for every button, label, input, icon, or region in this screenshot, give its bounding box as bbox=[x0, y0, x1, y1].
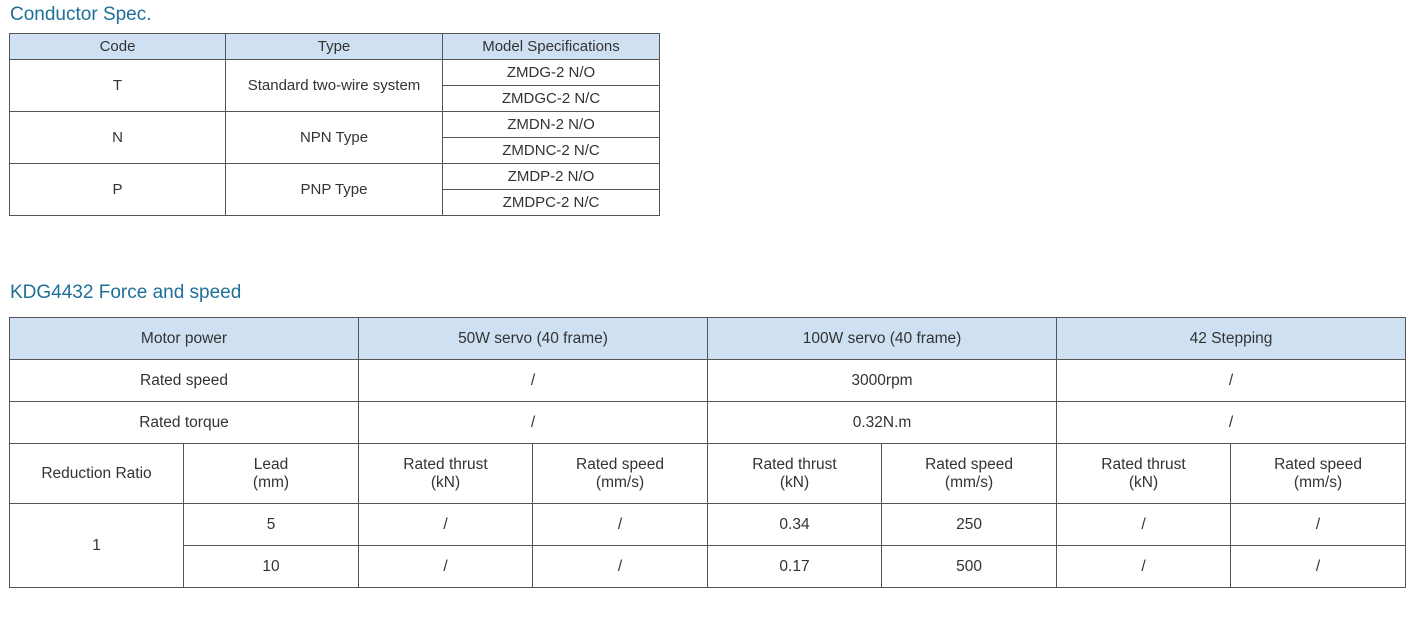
model-cell: ZMDP-2 N/O bbox=[443, 164, 660, 190]
value-cell: / bbox=[533, 546, 708, 588]
header-code: Code bbox=[10, 34, 226, 60]
rated-torque-row bbox=[10, 402, 1406, 444]
value-cell: 500 bbox=[882, 546, 1057, 588]
reduction-ratio-value: 1 bbox=[10, 504, 184, 588]
force-speed-title: KDG4432 Force and speed bbox=[10, 282, 242, 303]
rated-speed-label: Rated speed bbox=[10, 360, 359, 402]
motor-50w: 50W servo (40 frame) bbox=[359, 318, 708, 360]
model-cell: ZMDPC-2 N/C bbox=[443, 190, 660, 216]
value-cell: 0.34 bbox=[708, 504, 882, 546]
rated-torque-value: / bbox=[1057, 402, 1406, 444]
rated-thrust-label: Rated thrust (kN) bbox=[359, 444, 533, 504]
model-cell: ZMDGC-2 N/C bbox=[443, 86, 660, 112]
type-cell: PNP Type bbox=[226, 164, 443, 216]
rated-torque-value: 0.32N.m bbox=[708, 402, 1057, 444]
lead-label: Lead (mm) bbox=[184, 444, 359, 504]
motor-power-row bbox=[10, 318, 1406, 360]
table-row bbox=[10, 112, 660, 138]
code-cell: T bbox=[10, 60, 226, 112]
value-cell: / bbox=[1057, 504, 1231, 546]
rated-speed-value: / bbox=[1057, 360, 1406, 402]
rated-speed-mm-label: Rated speed (mm/s) bbox=[533, 444, 708, 504]
type-cell: Standard two-wire system bbox=[226, 60, 443, 112]
value-cell: / bbox=[1231, 504, 1406, 546]
type-cell: NPN Type bbox=[226, 112, 443, 164]
header-model-specifications: Model Specifications bbox=[443, 34, 660, 60]
conductor-spec-title: Conductor Spec. bbox=[10, 4, 152, 25]
table-header-row bbox=[10, 34, 660, 60]
rated-thrust-label: Rated thrust (kN) bbox=[1057, 444, 1231, 504]
lead-value: 5 bbox=[184, 504, 359, 546]
model-cell: ZMDNC-2 N/C bbox=[443, 138, 660, 164]
value-cell: / bbox=[1057, 546, 1231, 588]
rated-speed-value: 3000rpm bbox=[708, 360, 1057, 402]
table-row bbox=[10, 546, 1406, 588]
value-cell: / bbox=[359, 504, 533, 546]
lead-value: 10 bbox=[184, 546, 359, 588]
table-row bbox=[10, 164, 660, 190]
motor-100w: 100W servo (40 frame) bbox=[708, 318, 1057, 360]
reduction-ratio-label: Reduction Ratio bbox=[10, 444, 184, 504]
value-cell: / bbox=[1231, 546, 1406, 588]
value-cell: 0.17 bbox=[708, 546, 882, 588]
table-row bbox=[10, 60, 660, 86]
value-cell: 250 bbox=[882, 504, 1057, 546]
value-cell: / bbox=[359, 546, 533, 588]
motor-42-stepping: 42 Stepping bbox=[1057, 318, 1406, 360]
rated-speed-value: / bbox=[359, 360, 708, 402]
code-cell: N bbox=[10, 112, 226, 164]
value-cell: / bbox=[533, 504, 708, 546]
rated-speed-mm-label: Rated speed (mm/s) bbox=[882, 444, 1057, 504]
subheader-row bbox=[10, 444, 1406, 504]
table-row bbox=[10, 504, 1406, 546]
code-cell: P bbox=[10, 164, 226, 216]
model-cell: ZMDG-2 N/O bbox=[443, 60, 660, 86]
rated-thrust-label: Rated thrust (kN) bbox=[708, 444, 882, 504]
rated-torque-label: Rated torque bbox=[10, 402, 359, 444]
motor-power-label: Motor power bbox=[10, 318, 359, 360]
rated-torque-value: / bbox=[359, 402, 708, 444]
model-cell: ZMDN-2 N/O bbox=[443, 112, 660, 138]
conductor-spec-table bbox=[9, 33, 660, 216]
force-speed-table bbox=[9, 317, 1406, 588]
header-type: Type bbox=[226, 34, 443, 60]
rated-speed-mm-label: Rated speed (mm/s) bbox=[1231, 444, 1406, 504]
rated-speed-row bbox=[10, 360, 1406, 402]
